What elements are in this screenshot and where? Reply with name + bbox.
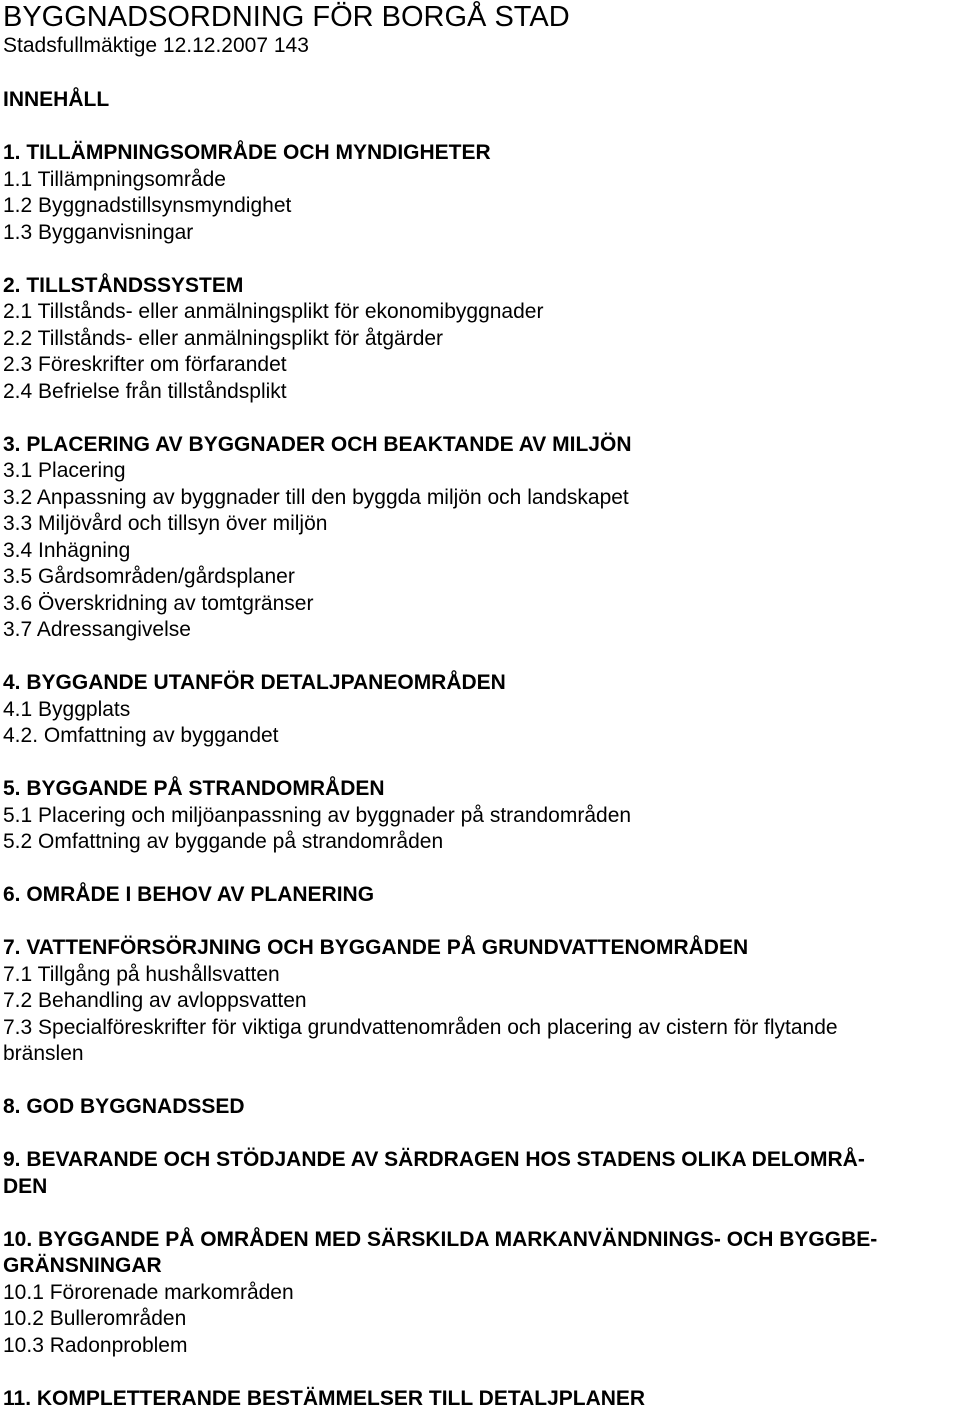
- spacer: [3, 114, 957, 141]
- toc-item: 1.1 Tillämpningsområde: [3, 167, 226, 191]
- toc-section-title: 3. PLACERING AV BYGGNADER OCH BEAKTANDE AV MILJÖN: [3, 432, 632, 456]
- toc-item: 10.1 Förorenade markområden: [3, 1280, 294, 1304]
- toc-section-title: 9. BEVARANDE OCH STÖDJANDE AV SÄRDRAGEN HOS STADENS OLIKA DELOMRÅ-: [3, 1148, 865, 1171]
- spacer: [3, 1359, 957, 1386]
- toc-section-title: 11. KOMPLETTERANDE BESTÄMMELSER TILL DETALJPLANER: [3, 1386, 646, 1410]
- toc-item: 1.2 Byggnadstillsynsmyndighet: [3, 194, 292, 217]
- toc-section-title-continued: GRÄNSNINGAR: [3, 1254, 162, 1277]
- toc-item: 4.2. Omfattning av byggandet: [3, 724, 279, 747]
- toc-item: 3.2 Anpassning av byggnader till den byggda miljön och landskapet: [3, 485, 629, 509]
- toc-item: 1.3 Bygganvisningar: [3, 220, 194, 244]
- toc-item: 3.1 Placering: [3, 459, 126, 482]
- toc-item: 4.1 Byggplats: [3, 697, 131, 721]
- toc-item: 2.3 Föreskrifter om förfarandet: [3, 353, 287, 376]
- toc-item: 10.2 Bullerområden: [3, 1307, 187, 1330]
- toc-item: 3.3 Miljövård och tillsyn över miljön: [3, 512, 328, 535]
- toc-section-title: 7. VATTENFÖRSÖRJNING OCH BYGGANDE PÅ GRUNDVATTENOMRÅDEN: [3, 936, 749, 959]
- toc-item: 10.3 Radonproblem: [3, 1333, 188, 1357]
- spacer: [3, 405, 957, 432]
- toc-section-title: 2. TILLSTÅNDSSYSTEM: [3, 273, 244, 297]
- toc-item: bränslen: [3, 1042, 84, 1065]
- spacer: [3, 1121, 957, 1148]
- toc-item: 2.4 Befrielse från tillståndsplikt: [3, 379, 287, 403]
- toc-item: 7.1 Tillgång på hushållsvatten: [3, 962, 280, 986]
- toc-item: 3.7 Adressangivelse: [3, 618, 191, 641]
- table-of-contents: [3, 87, 957, 1412]
- toc-section-title: 1. TILLÄMPNINGSOMRÅDE OCH MYNDIGHETER: [3, 141, 491, 164]
- toc-item: 3.4 Inhägning: [3, 538, 131, 562]
- toc-item: 7.3 Specialföreskrifter för viktiga grundvattenområden och placering av cistern för flytande: [3, 1015, 838, 1039]
- toc-item: 2.2 Tillstånds- eller anmälningsplikt för åtgärder: [3, 326, 444, 350]
- toc-section-title: 4. BYGGANDE UTANFÖR DETALJPANEOMRÅDEN: [3, 671, 506, 694]
- spacer: [3, 644, 957, 671]
- toc-item: 5.2 Omfattning av byggande på strandområden: [3, 830, 444, 853]
- spacer: [3, 909, 957, 936]
- toc-item: 7.2 Behandling av avloppsvatten: [3, 989, 307, 1012]
- document-title: BYGGNADSORDNING FÖR BORGÅ STAD: [3, 1, 570, 33]
- document-subtitle: Stadsfullmäktige 12.12.2007 143: [3, 34, 309, 57]
- spacer: [3, 246, 957, 273]
- toc-section-title: 10. BYGGANDE PÅ OMRÅDEN MED SÄRSKILDA MARKANVÄNDNINGS- OCH BYGGBE-: [3, 1227, 878, 1251]
- spacer: [3, 856, 957, 883]
- toc-item: 3.5 Gårdsområden/gårdsplaner: [3, 565, 295, 588]
- toc-section-title: 8. GOD BYGGNADSSED: [3, 1095, 245, 1118]
- spacer: [3, 1200, 957, 1227]
- toc-item: 2.1 Tillstånds- eller anmälningsplikt för ekonomibyggnader: [3, 300, 544, 323]
- toc-section-title: 5. BYGGANDE PÅ STRANDOMRÅDEN: [3, 777, 385, 800]
- toc-item: 3.6 Överskridning av tomtgränser: [3, 591, 314, 615]
- spacer: [3, 750, 957, 777]
- toc-item: 5.1 Placering och miljöanpassning av byggnader på strandområden: [3, 803, 632, 827]
- toc-section-title: 6. OMRÅDE I BEHOV AV PLANERING: [3, 883, 375, 906]
- toc-heading: INNEHÅLL: [3, 88, 110, 111]
- toc-section-title-continued: DEN: [3, 1174, 48, 1198]
- spacer: [3, 1068, 957, 1095]
